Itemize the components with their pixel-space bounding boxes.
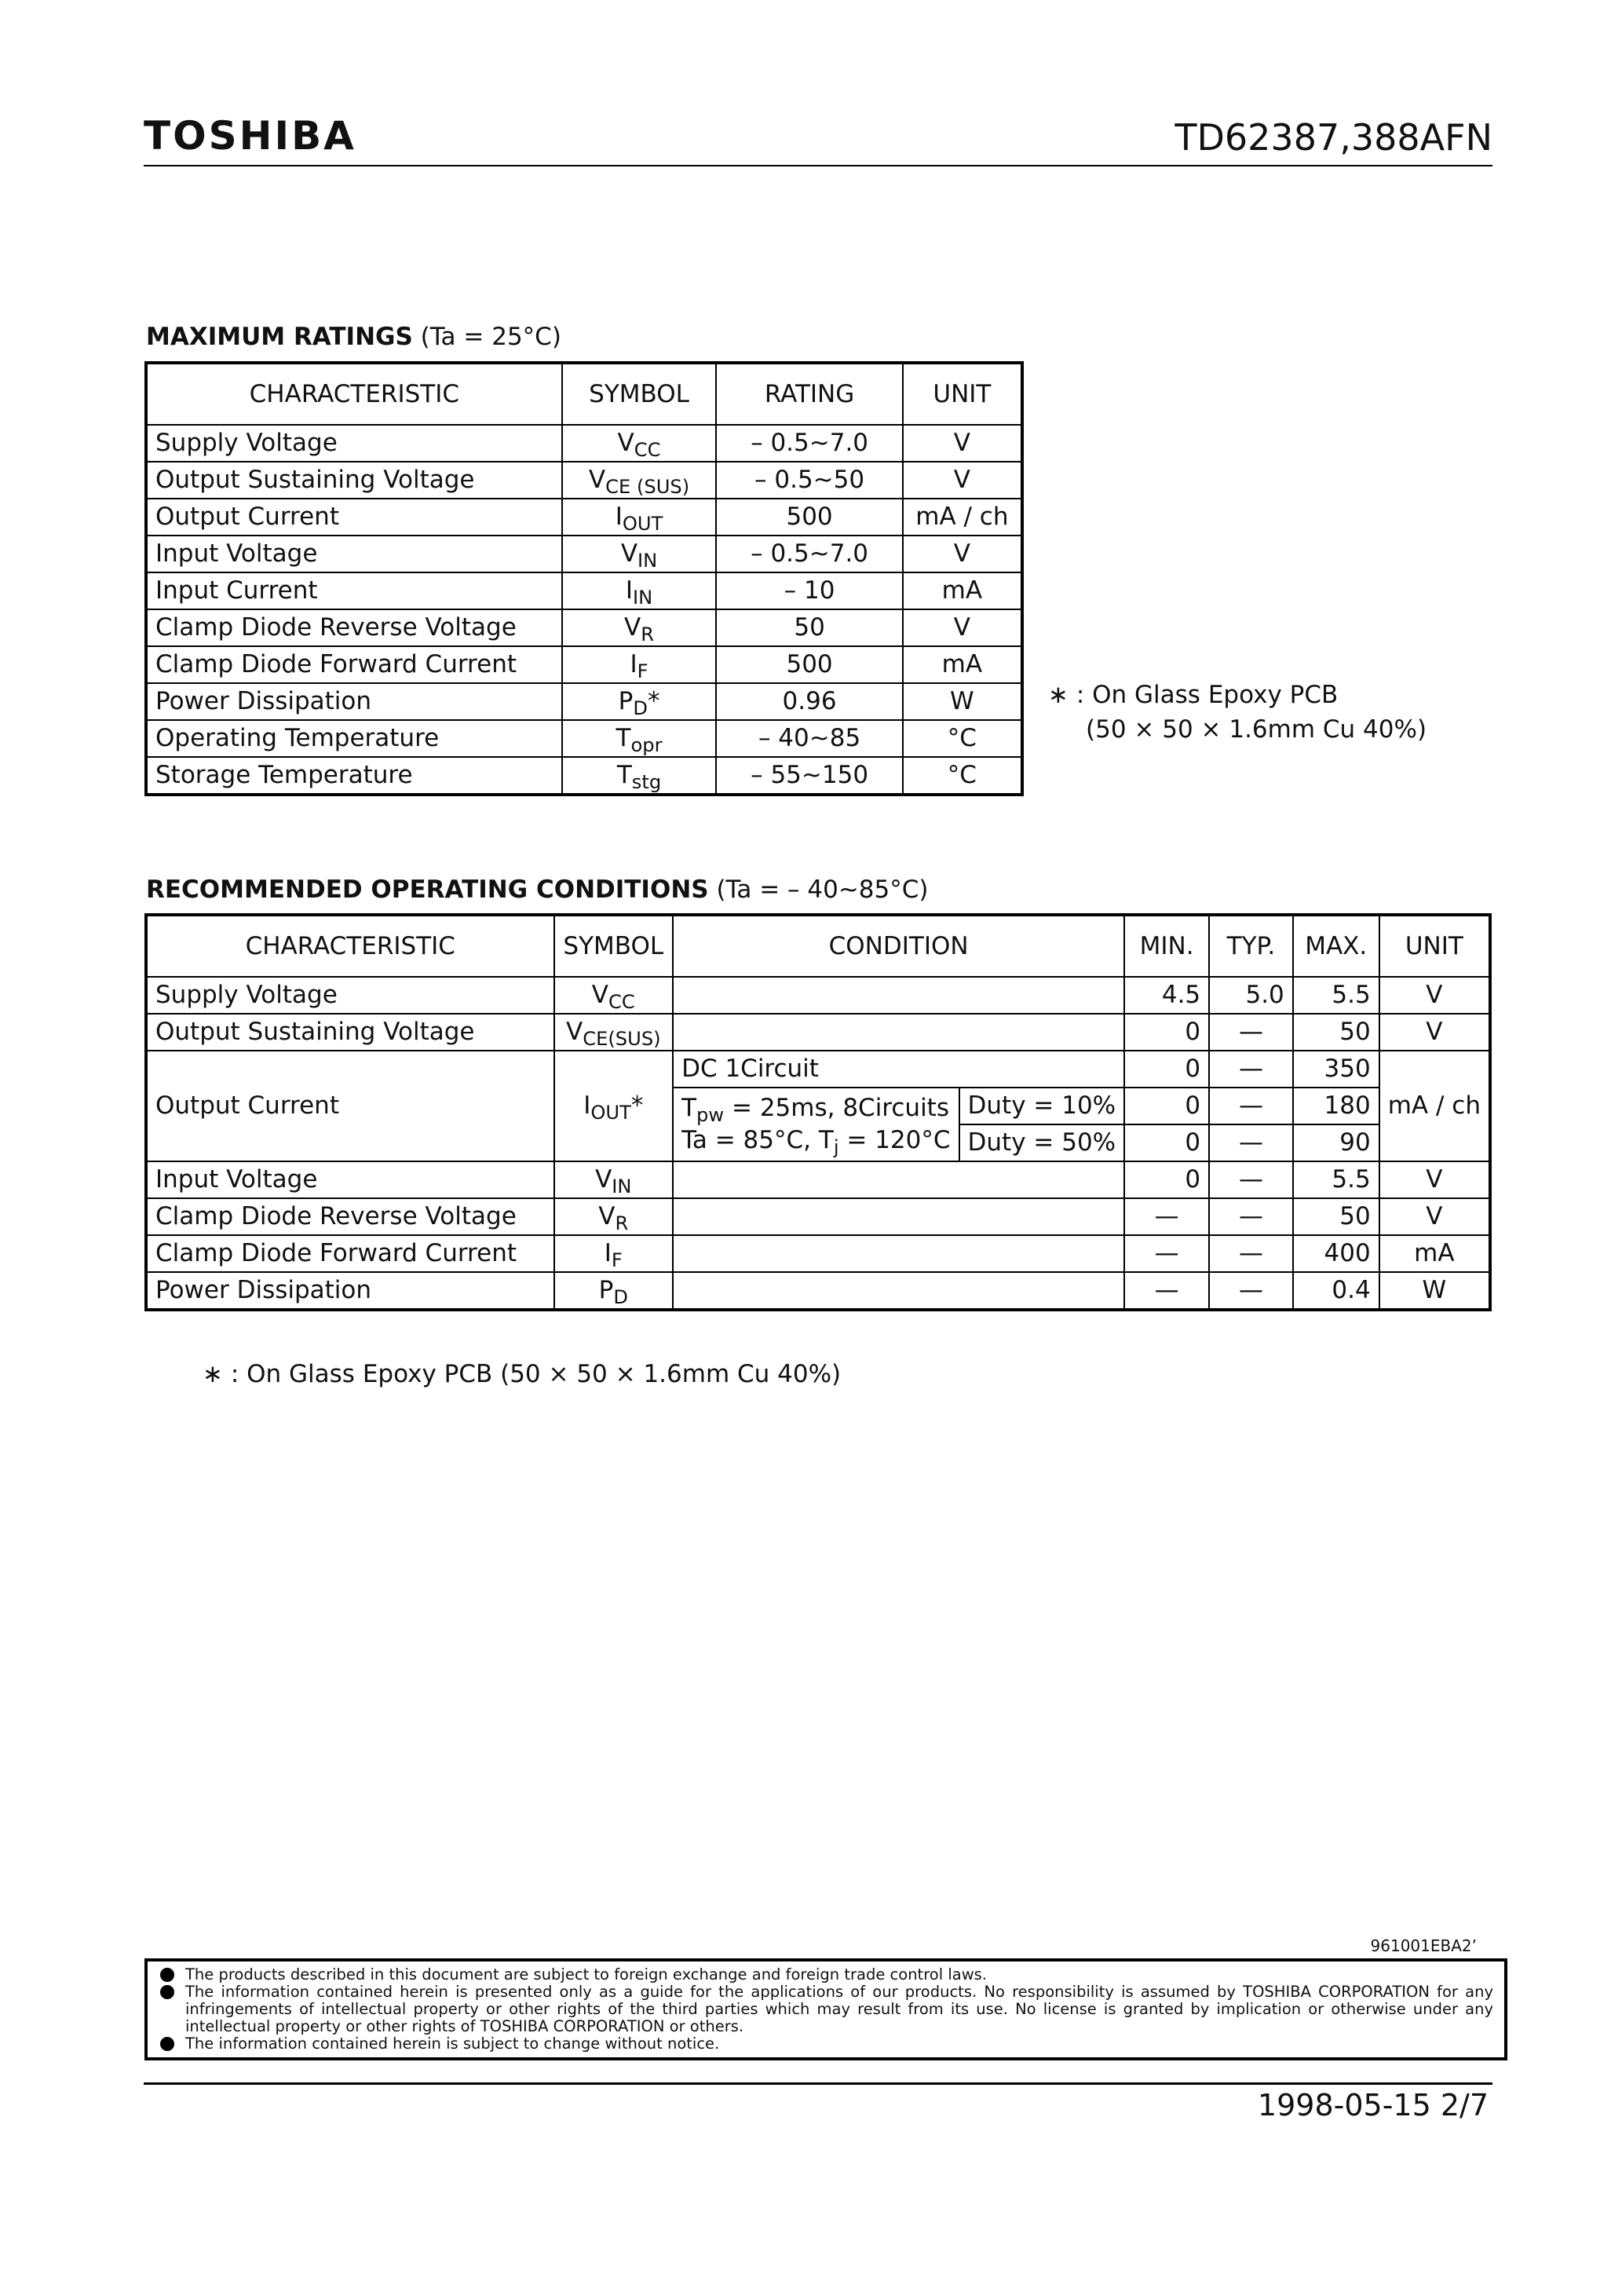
unit-cell: V: [1379, 1161, 1490, 1198]
unit-cell: mA / ch: [1379, 1051, 1490, 1161]
col-characteristic: CHARACTERISTIC: [146, 363, 562, 425]
table-row: [146, 683, 1022, 720]
typ-cell: —: [1209, 1088, 1293, 1124]
table-row: [146, 1272, 1490, 1310]
rating-cell: 50: [716, 609, 902, 646]
rating-cell: – 10: [716, 572, 902, 609]
max-cell: 350: [1293, 1051, 1379, 1088]
symbol-cell: $I_F$: [562, 646, 717, 683]
bullet-icon: [160, 2037, 174, 2051]
unit-cell: °C: [903, 757, 1022, 795]
unit-cell: V: [1379, 977, 1490, 1014]
symbol-cell: $V_{IN}$: [554, 1161, 674, 1198]
max-ratings-body: [146, 425, 1022, 795]
symbol-cell: $V_R$: [554, 1198, 674, 1235]
symbol-cell: $V_R$: [562, 609, 717, 646]
bullet-icon: [160, 1968, 174, 1982]
typ-cell: —: [1209, 1124, 1293, 1161]
characteristic-cell: Supply Voltage: [146, 977, 554, 1014]
typ-cell: —: [1209, 1198, 1293, 1235]
rating-cell: – 0.5~7.0: [716, 425, 902, 462]
max-cell: 50: [1293, 1198, 1379, 1235]
note-line-2: (50 × 50 × 1.6mm Cu 40%): [1086, 715, 1427, 744]
condition-pulse-cell: [673, 1088, 959, 1161]
table-header-row: [146, 915, 1490, 977]
max-ratings-heading: [146, 325, 561, 349]
col-max: MAX.: [1293, 915, 1379, 977]
unit-cell: W: [1379, 1272, 1490, 1310]
characteristic-cell: Output Sustaining Voltage: [146, 462, 562, 499]
characteristic-cell: Operating Temperature: [146, 720, 562, 757]
symbol-cell: $P_D$: [554, 1272, 674, 1310]
symbol-cell: $I_{OUT}*$: [554, 1051, 674, 1161]
min-cell: 0: [1124, 1014, 1209, 1051]
symbol-cell: $P_D*$: [562, 683, 717, 720]
duty-50-cell: Duty = 50%: [959, 1124, 1125, 1161]
disclaimer-text: The products described in this document are subject to foreign exchange and foreign trade control laws.: [185, 1965, 988, 1983]
col-typ: TYP.: [1209, 915, 1293, 977]
max-cell: 5.5: [1293, 977, 1379, 1014]
col-condition: CONDITION: [673, 915, 1124, 977]
max-cell: 0.4: [1293, 1272, 1379, 1310]
max-cell: 5.5: [1293, 1161, 1379, 1198]
rating-cell: – 40~85: [716, 720, 902, 757]
min-cell: 0: [1124, 1051, 1209, 1088]
symbol-cell: $V_{CE(SUS)}$: [554, 1014, 674, 1051]
unit-cell: mA: [903, 646, 1022, 683]
table-row: [146, 1161, 1490, 1198]
disclaimer-box: [144, 1958, 1507, 2060]
table-row: [146, 720, 1022, 757]
min-cell: 0: [1124, 1161, 1209, 1198]
recommended-table: [144, 913, 1492, 1311]
recommended-heading: [146, 878, 929, 902]
characteristic-cell: Output Sustaining Voltage: [146, 1014, 554, 1051]
characteristic-cell: Storage Temperature: [146, 757, 562, 795]
table-row: [146, 977, 1490, 1014]
disclaimer-item: [159, 1966, 1493, 1983]
recommended-title: RECOMMENDED OPERATING CONDITIONS: [146, 876, 709, 904]
characteristic-cell: Clamp Diode Reverse Voltage: [146, 1198, 554, 1235]
unit-cell: V: [903, 609, 1022, 646]
condition-tpw: $T_{pw} = 25ms$, 8Circuits: [681, 1094, 949, 1126]
symbol-cell: $I_{IN}$: [562, 572, 717, 609]
min-cell: 4.5: [1124, 977, 1209, 1014]
symbol-cell: $V_{CC}$: [554, 977, 674, 1014]
max-ratings-note: [1048, 678, 1427, 747]
unit-cell: mA: [903, 572, 1022, 609]
col-symbol: SYMBOL: [562, 363, 717, 425]
characteristic-cell: Input Voltage: [146, 1161, 554, 1198]
min-cell: 0: [1124, 1124, 1209, 1161]
characteristic-cell: Input Voltage: [146, 536, 562, 572]
col-characteristic: CHARACTERISTIC: [146, 915, 554, 977]
rating-cell: 500: [716, 499, 902, 536]
typ-cell: 5.0: [1209, 977, 1293, 1014]
symbol-cell: $I_F$: [554, 1235, 674, 1272]
unit-cell: W: [903, 683, 1022, 720]
rating-cell: – 55~150: [716, 757, 902, 795]
condition-cell: [673, 1235, 1124, 1272]
table-row: [146, 609, 1022, 646]
table-row: [146, 757, 1022, 795]
toshiba-logo: TOSHIBA: [144, 113, 356, 159]
symbol-cell: $T_{opr}$: [562, 720, 717, 757]
table-row: [146, 536, 1022, 572]
characteristic-cell: Input Current: [146, 572, 562, 609]
typ-cell: —: [1209, 1051, 1293, 1088]
recommended-condition: (Ta = – 40~85°C): [716, 876, 929, 904]
disclaimer-item: [159, 2035, 1493, 2053]
table-row: [146, 646, 1022, 683]
typ-cell: —: [1209, 1161, 1293, 1198]
symbol-cell: $T_{stg}$: [562, 757, 717, 795]
unit-cell: V: [903, 462, 1022, 499]
max-cell: 400: [1293, 1235, 1379, 1272]
rating-cell: – 0.5~50: [716, 462, 902, 499]
max-cell: 50: [1293, 1014, 1379, 1051]
recommended-note: ∗ : On Glass Epoxy PCB (50 × 50 × 1.6mm Cu 40%): [203, 1360, 842, 1388]
condition-cell: [673, 1161, 1124, 1198]
header-rule: [144, 165, 1492, 166]
min-cell: —: [1124, 1272, 1209, 1310]
unit-cell: V: [1379, 1198, 1490, 1235]
table-row: [146, 425, 1022, 462]
symbol-cell: $V_{IN}$: [562, 536, 717, 572]
table-row: [146, 572, 1022, 609]
max-ratings-condition: (Ta = 25°C): [420, 323, 561, 351]
min-cell: 0: [1124, 1088, 1209, 1124]
condition-dc-cell: DC 1Circuit: [673, 1051, 1124, 1088]
min-cell: —: [1124, 1198, 1209, 1235]
characteristic-cell: Output Current: [146, 1051, 554, 1161]
unit-cell: V: [903, 536, 1022, 572]
characteristic-cell: Output Current: [146, 499, 562, 536]
symbol-cell: $V_{CE (SUS)}$: [562, 462, 717, 499]
characteristic-cell: Supply Voltage: [146, 425, 562, 462]
table-row: [146, 499, 1022, 536]
max-ratings-title: MAXIMUM RATINGS: [146, 323, 413, 351]
col-symbol: SYMBOL: [554, 915, 674, 977]
unit-cell: mA / ch: [903, 499, 1022, 536]
disclaimer-text: The information contained herein is subject to change without notice.: [185, 2035, 720, 2053]
characteristic-cell: Clamp Diode Forward Current: [146, 1235, 554, 1272]
characteristic-cell: Clamp Diode Reverse Voltage: [146, 609, 562, 646]
bullet-icon: [160, 1985, 174, 1999]
table-header-row: [146, 363, 1022, 425]
max-ratings-table: [144, 361, 1024, 796]
table-row: [146, 1198, 1490, 1235]
date-page-number: 1998-05-15 2/7: [1257, 2088, 1489, 2122]
table-row: [146, 1235, 1490, 1272]
table-row: [146, 1014, 1490, 1051]
characteristic-cell: Power Dissipation: [146, 683, 562, 720]
unit-cell: mA: [1379, 1235, 1490, 1272]
characteristic-cell: Clamp Diode Forward Current: [146, 646, 562, 683]
rating-cell: 500: [716, 646, 902, 683]
rating-cell: 0.96: [716, 683, 902, 720]
document-code: 961001EBA2’: [1370, 1936, 1477, 1955]
characteristic-cell: Power Dissipation: [146, 1272, 554, 1310]
col-unit: UNIT: [1379, 915, 1490, 977]
rating-cell: – 0.5~7.0: [716, 536, 902, 572]
unit-cell: V: [1379, 1014, 1490, 1051]
part-number: TD62387,388AFN: [1174, 116, 1492, 159]
condition-cell: [673, 1014, 1124, 1051]
unit-cell: °C: [903, 720, 1022, 757]
condition-cell: [673, 977, 1124, 1014]
disclaimer-text: The information contained herein is presented only as a guide for the applications of our products. No responsibility is assumed by TOSHIBA CORPORATION for any infringements of intellectual property or other rights of the third parties which may result from its use. No license is granted by implication or otherwise under any intellectual property or other rights of TOSHIBA CORPORATION or others.: [185, 1983, 1493, 2035]
typ-cell: —: [1209, 1014, 1293, 1051]
symbol-cell: $V_{CC}$: [562, 425, 717, 462]
col-min: MIN.: [1124, 915, 1209, 977]
min-cell: —: [1124, 1235, 1209, 1272]
footer-rule: [144, 2082, 1492, 2085]
col-unit: UNIT: [903, 363, 1022, 425]
symbol-cell: $I_{OUT}$: [562, 499, 717, 536]
disclaimer-item: [159, 1983, 1493, 2035]
note-line-1: ∗ : On Glass Epoxy PCB: [1048, 681, 1339, 709]
max-cell: 180: [1293, 1088, 1379, 1124]
duty-10-cell: Duty = 10%: [959, 1088, 1125, 1124]
condition-cell: [673, 1198, 1124, 1235]
condition-cell: [673, 1272, 1124, 1310]
typ-cell: —: [1209, 1235, 1293, 1272]
col-rating: RATING: [716, 363, 902, 425]
condition-ta-tj: Ta = 85°C, $T_j = 120^\circ C$: [681, 1126, 951, 1158]
table-row: [146, 462, 1022, 499]
typ-cell: —: [1209, 1272, 1293, 1310]
table-row: [146, 1051, 1490, 1088]
max-cell: 90: [1293, 1124, 1379, 1161]
unit-cell: V: [903, 425, 1022, 462]
